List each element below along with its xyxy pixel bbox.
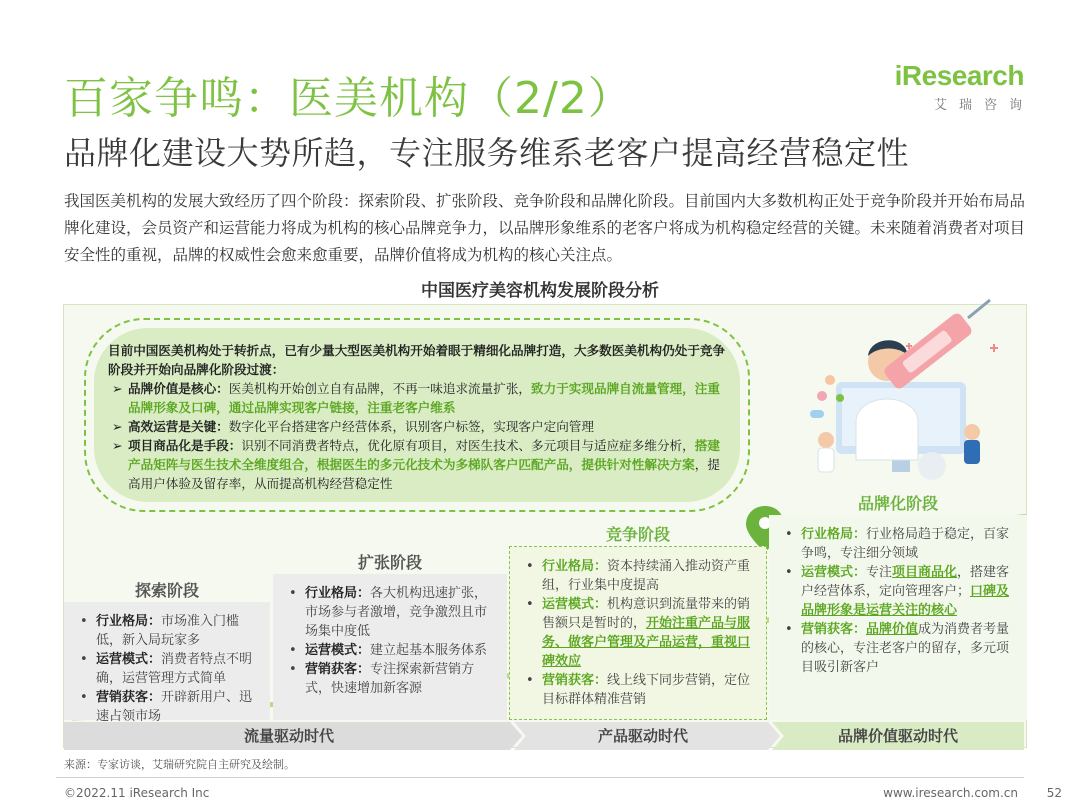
bullet-icon: •	[526, 559, 534, 574]
stage-row-text: 消费者特点不明确，运营管理方式简单	[96, 652, 253, 686]
bubble-item-text: 识别不同消费者特点，优化原有项目，对医生技术、多元项目与适应症多维分析，	[241, 438, 695, 453]
stage-title-brand: 品牌化阶段	[857, 494, 938, 513]
stage-row	[520, 595, 756, 671]
bullet-icon: •	[80, 652, 88, 667]
bullet-icon: •	[526, 597, 534, 612]
stage-row-underline: 口碑及品牌形象是运营关注的核心	[801, 584, 1010, 618]
stage-row-text: 机构意识到流量带来的销售额只是暂时的，	[542, 597, 751, 631]
stage-row	[74, 612, 260, 650]
stage-row-text: 行业格局趋于稳定，百家争鸣，专注细分领域	[801, 527, 1010, 561]
bubble-item	[108, 379, 730, 417]
bullet-icon: •	[289, 662, 297, 677]
stage-row-text: 市场准入门槛低，新入局玩家多	[96, 614, 240, 648]
bullet-icon: •	[785, 527, 793, 542]
stage-row	[779, 525, 1017, 563]
stage-row	[520, 671, 756, 709]
stage-row-key: 运营模式：	[542, 597, 608, 612]
arrow-bullet-icon: ➢	[112, 419, 123, 434]
stage-row-key: 运营模式：	[96, 652, 162, 667]
stage-title-expand: 扩张阶段	[357, 553, 422, 572]
stage-row-text: 建立起基本服务体系	[370, 643, 488, 658]
stage-row-key: 行业格局：	[305, 586, 371, 601]
stage-row-underline: 项目商品化	[892, 565, 958, 580]
stage-row-text: 线上线下同步营销，定位目标群体精准营销	[542, 673, 751, 707]
stage-row-key: 行业格局：	[542, 559, 608, 574]
bullet-icon: •	[80, 614, 88, 629]
footer-divider	[56, 777, 1024, 778]
bubble-item	[108, 436, 730, 493]
stage-row	[779, 620, 1017, 677]
doctor-illustration	[810, 300, 998, 480]
copyright: ©2022.11 iResearch Inc	[64, 786, 210, 800]
stage-row-key: 运营模式：	[801, 565, 867, 580]
arrow-bullet-icon: ➢	[112, 438, 123, 453]
bullet-icon: •	[785, 565, 793, 580]
bubble-item-key: 品牌价值是核心：	[128, 381, 229, 396]
logo-wordmark: iResearch	[894, 60, 1024, 91]
stage-row	[283, 584, 497, 641]
website-link[interactable]: www.iresearch.com.cn	[883, 786, 1018, 800]
bubble-item-key: 项目商品化是手段：	[128, 438, 242, 453]
era-label-brand: 品牌价值驱动时代	[837, 727, 958, 745]
bubble-item-text: 数字化平台搭建客户经营体系，识别客户标签，实现客户定向管理	[228, 419, 594, 434]
stage-title-explore: 探索阶段	[134, 581, 199, 600]
stage-row-key: 营销获客：	[305, 662, 371, 677]
logo-subtitle: 艾瑞咨询	[933, 98, 1034, 113]
summary-bubble-text	[108, 341, 730, 493]
stage-row-underline: 品牌价值	[866, 622, 919, 637]
stage-row	[283, 660, 497, 698]
intro-paragraph: 我国医美机构的发展大致经历了四个阶段：探索阶段、扩张阶段、竞争阶段和品牌化阶段。目前国内大多数机构正处于竞争阶段并开始布局品牌化建设，会员资产和运营能力将成为机构的核心品牌竞争力，以品牌形象维系的老客户将成为机构稳定经营的关键。未来随着消费者对项目安全性的重视，品牌的权威性会愈来愈重要，品牌价值将成为机构的核心关注点。	[64, 192, 1026, 264]
stage-row	[283, 641, 497, 660]
stage-box-expand	[273, 574, 507, 720]
stage-row-text: ，搭建客户经营体系，定向管理客户；	[801, 565, 1010, 599]
bubble-item-tail: ，提高用户体验及留存率，从而提高机构经营稳定性	[128, 457, 720, 491]
bullet-icon: •	[785, 622, 793, 637]
bullet-icon: •	[289, 586, 297, 601]
arrow-bullet-icon: ➢	[112, 381, 123, 396]
stage-title-compete: 竞争阶段	[605, 525, 670, 544]
bubble-item-highlight: 致力于实现品牌自流量管理，注重品牌形象及口碑，通过品牌实现客户链接，注重老客户维系	[128, 381, 720, 415]
bullet-icon: •	[526, 673, 534, 688]
stage-row-text: 开辟新用户、迅速占领市场	[96, 690, 253, 724]
page-number: 52	[1046, 786, 1062, 800]
stage-row-text: 专注探索新营销方式，快速增加新客源	[305, 662, 475, 696]
stage-row-text: 资本持续涌入推动资产重组，行业集中度提高	[542, 559, 751, 593]
era-label-traffic: 流量驱动时代	[243, 727, 334, 745]
stage-row-text: 各大机构迅速扩张，市场参与者激增，竞争激烈且市场集中度低	[305, 586, 488, 639]
era-label-product: 产品驱动时代	[597, 727, 688, 745]
stage-row	[779, 563, 1017, 620]
stage-row-key: 行业格局：	[801, 527, 867, 542]
stage-box-explore	[64, 602, 270, 724]
stage-row-key: 行业格局：	[96, 614, 162, 629]
bubble-item-highlight: 搭建产品矩阵与医生技术全维度组合，根据医生的多元化技术为多梯队客户匹配产品，提供针对性解决方案	[128, 438, 720, 472]
bubble-lead: 目前中国医美机构处于转折点，已有少量大型医美机构开始着眼于精细化品牌打造，大多数医美机构仍处于竞争阶段并开始向品牌化阶段过渡：	[108, 343, 726, 377]
page-subtitle: 品牌化建设大势所趋，专注服务维系老客户提高经营稳定性	[64, 134, 910, 172]
stage-row-key: 营销获客：	[801, 622, 867, 637]
bubble-item-text: 医美机构开始创立自有品牌，不再一味追求流量扩张，	[228, 381, 531, 396]
bubble-item-key: 高效运营是关键：	[128, 419, 229, 434]
stage-row-key: 营销获客：	[96, 690, 162, 705]
stage-row-text: 专注	[866, 565, 893, 580]
bullet-icon: •	[80, 690, 88, 705]
stage-row-key: 运营模式：	[305, 643, 371, 658]
bubble-item	[108, 417, 730, 436]
stage-row-text: 成为消费者考量的核心，专注老客户的留存，多元项目吸引新客户	[801, 622, 1010, 675]
stage-row-key: 营销获客：	[542, 673, 608, 688]
source-note: 来源：专家访谈，艾瑞研究院自主研究及绘制。	[64, 758, 295, 771]
stage-box-brand	[769, 515, 1027, 720]
diagram-title: 中国医疗美容机构发展阶段分析	[421, 281, 659, 301]
stage-box-compete	[509, 546, 767, 720]
stage-row	[74, 688, 260, 726]
bullet-icon: •	[289, 643, 297, 658]
stage-row	[520, 557, 756, 595]
page-title: 百家争鸣：医美机构（2/2）	[64, 73, 633, 124]
stage-row-underline: 开始注重产品与服务、做客户管理及产品运营，重视口碑效应	[542, 616, 751, 669]
stage-row	[74, 650, 260, 688]
